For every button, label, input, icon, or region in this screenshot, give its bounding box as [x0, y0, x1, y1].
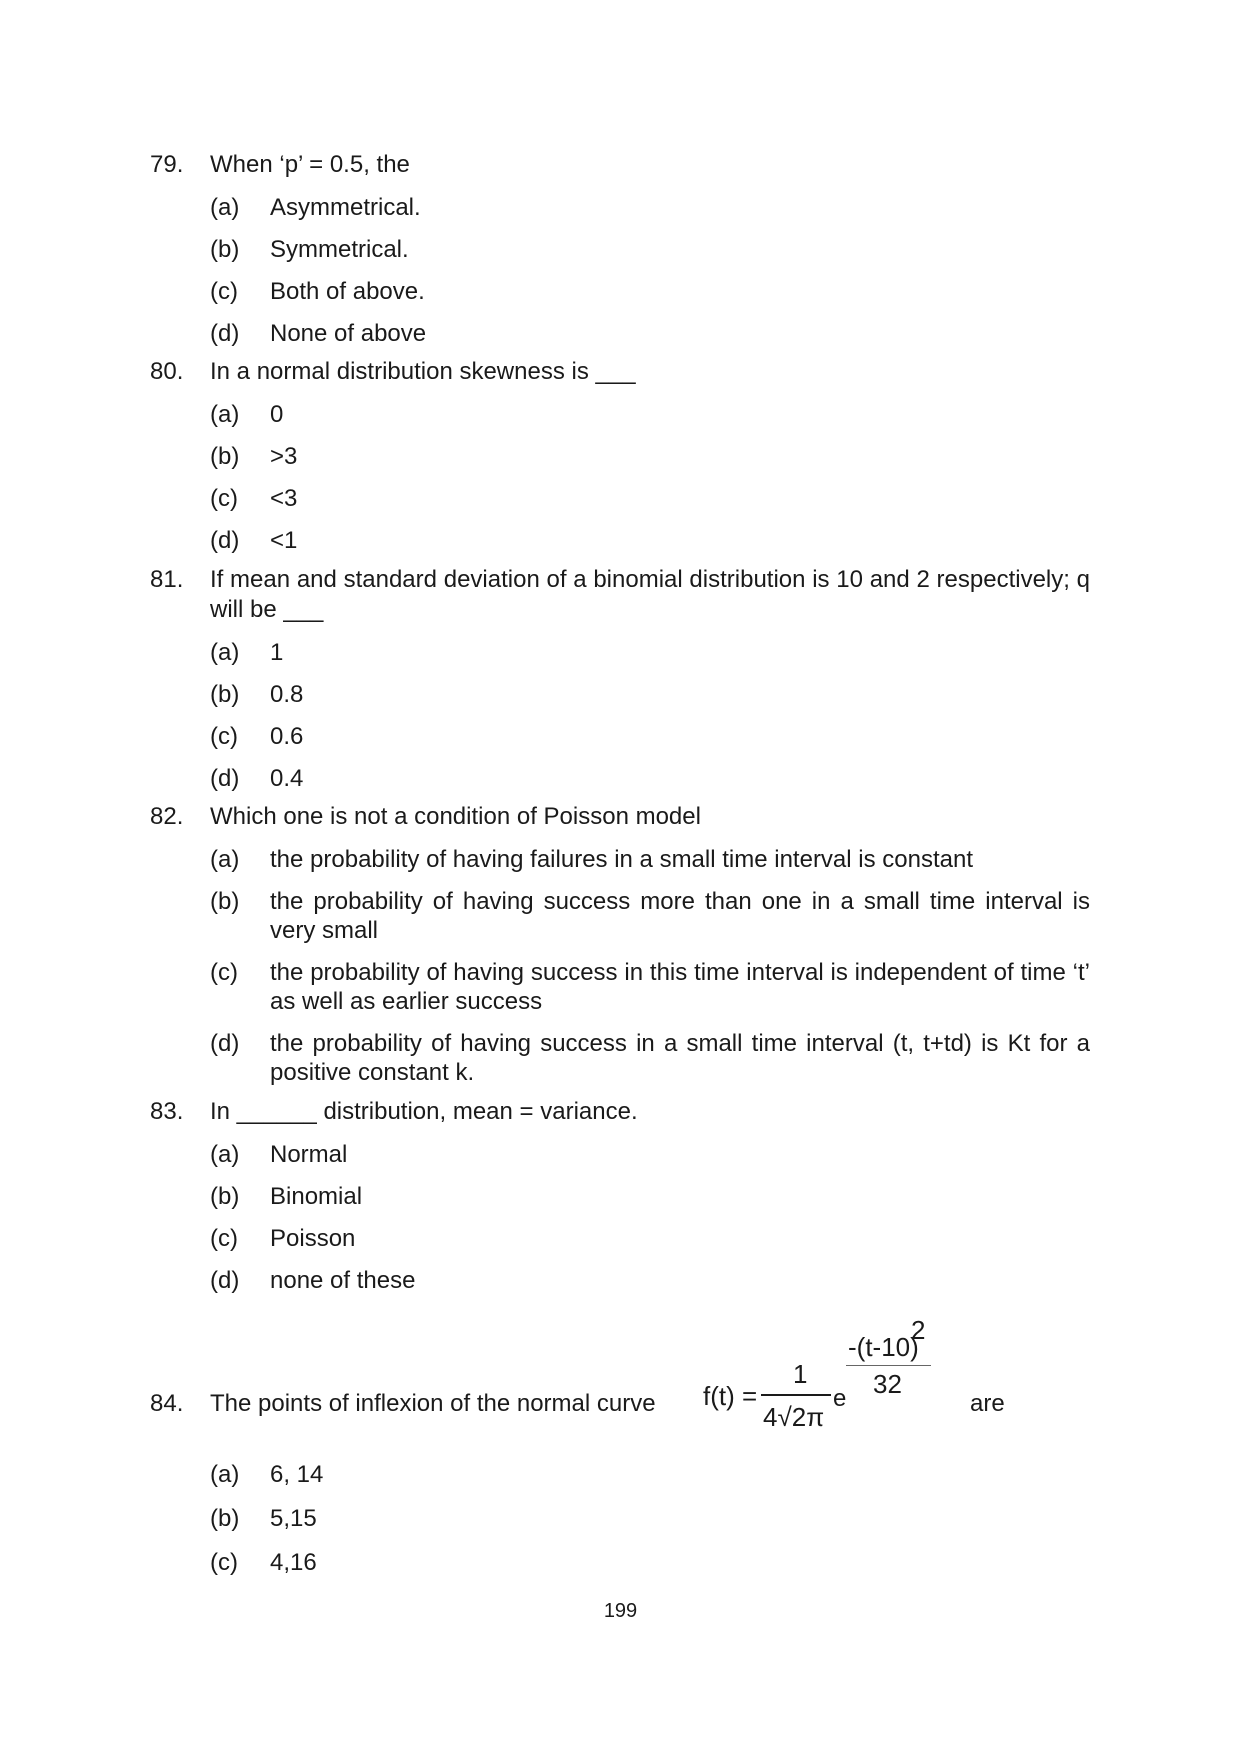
option-text: the probability of having success more than one in a small time interval is very small [270, 888, 1090, 944]
option [210, 764, 1090, 793]
option-text: <1 [270, 527, 298, 554]
formula-lhs: f(t) = [703, 1381, 758, 1411]
question-number: 81. [150, 566, 184, 593]
question-text: The points of inflexion of the normal curve [210, 1390, 656, 1417]
option-label: (a) [210, 194, 240, 221]
option-text: >3 [270, 443, 298, 470]
option [210, 1140, 1090, 1169]
option-label: (a) [210, 1141, 240, 1168]
option-text: Normal [270, 1141, 348, 1168]
option [210, 1029, 1090, 1087]
option [210, 193, 1090, 222]
question-text: In ______ distribution, mean = variance. [210, 1098, 638, 1125]
question-number: 84. [150, 1390, 184, 1417]
question-81 [150, 565, 1090, 793]
option [210, 958, 1090, 1016]
option-text: None of above [270, 320, 427, 347]
question-84 [150, 1315, 1090, 1577]
option [210, 638, 1090, 667]
question-text: When ‘p’ = 0.5, the [210, 151, 410, 178]
option-text: none of these [270, 1267, 416, 1294]
question-80 [150, 357, 1090, 555]
option [210, 1504, 1090, 1533]
option [210, 277, 1090, 306]
formula-exp-denominator: 32 [873, 1369, 902, 1399]
option-label: (b) [210, 443, 240, 470]
option [210, 680, 1090, 709]
option-label: (c) [210, 278, 238, 305]
option-label: (a) [210, 401, 240, 428]
option-label: (c) [210, 1549, 238, 1576]
option [210, 1266, 1090, 1295]
question-text: If mean and standard deviation of a binomial distribution is 10 and 2 respectively; q will be ___ [210, 566, 1090, 623]
formula-denominator: 4√2π [763, 1402, 825, 1432]
formula-base: e [833, 1385, 847, 1412]
option-text: Binomial [270, 1183, 363, 1210]
formula-exp-numerator: -(t-10) [848, 1332, 919, 1362]
question-suffix: are [970, 1390, 1005, 1417]
option-text: Asymmetrical. [270, 194, 421, 221]
question-number: 80. [150, 358, 184, 385]
option-text: the probability of having success in this time interval is independent of time ‘t’ as well as earlier success [270, 959, 1090, 1015]
option [210, 319, 1090, 348]
option-label: (c) [210, 959, 238, 986]
option-label: (b) [210, 236, 240, 263]
option-text: 0.6 [270, 723, 304, 750]
option-label: (c) [210, 485, 238, 512]
option-label: (d) [210, 765, 240, 792]
option-label: (c) [210, 723, 238, 750]
question-text: In a normal distribution skewness is ___ [210, 358, 636, 385]
option-text: 0 [270, 401, 284, 428]
option-label: (d) [210, 1030, 240, 1057]
option-label: (a) [210, 846, 240, 873]
question-number: 79. [150, 151, 184, 178]
question-82 [150, 802, 1090, 1087]
option-label: (b) [210, 1505, 240, 1532]
option-text: 4,16 [270, 1549, 317, 1576]
option-text: 6, 14 [270, 1461, 324, 1488]
fraction-bar [761, 1394, 831, 1396]
option [210, 235, 1090, 264]
option [210, 1460, 1090, 1489]
formula-numerator: 1 [793, 1359, 808, 1389]
option-text: the probability of having failures in a small time interval is constant [270, 846, 974, 873]
option [210, 526, 1090, 555]
option-text: 0.4 [270, 765, 304, 792]
option-text: 5,15 [270, 1505, 317, 1532]
option [210, 722, 1090, 751]
option [210, 400, 1090, 429]
option-label: (d) [210, 527, 240, 554]
option-label: (b) [210, 1183, 240, 1210]
question-text: Which one is not a condition of Poisson model [210, 803, 701, 830]
option-text: the probability of having success in a small time interval (t, t+td) is Kt for a positive constant k. [270, 1030, 1090, 1086]
option-label: (c) [210, 1225, 238, 1252]
option-text: Poisson [270, 1225, 356, 1252]
option [210, 845, 1090, 874]
question-79 [150, 150, 1090, 348]
option [210, 1182, 1090, 1211]
option-label: (b) [210, 681, 240, 708]
option-label: (a) [210, 639, 240, 666]
option-text: <3 [270, 485, 298, 512]
option-text: 0.8 [270, 681, 304, 708]
option [210, 1548, 1090, 1577]
option-label: (d) [210, 1267, 240, 1294]
option-label: (d) [210, 320, 240, 347]
normal-curve-formula [703, 1315, 933, 1445]
formula-exp-power: 2 [911, 1315, 926, 1345]
option-text: Symmetrical. [270, 236, 409, 263]
option-label: (b) [210, 888, 240, 915]
option [210, 887, 1090, 945]
option-label: (a) [210, 1461, 240, 1488]
option-text: 1 [270, 639, 284, 666]
question-83 [150, 1097, 1090, 1295]
question-number: 83. [150, 1098, 184, 1125]
fraction-bar [846, 1365, 931, 1366]
question-number: 82. [150, 803, 184, 830]
option [210, 442, 1090, 471]
option-text: Both of above. [270, 278, 425, 305]
page-number: 199 [603, 1600, 638, 1622]
option [210, 484, 1090, 513]
option [210, 1224, 1090, 1253]
